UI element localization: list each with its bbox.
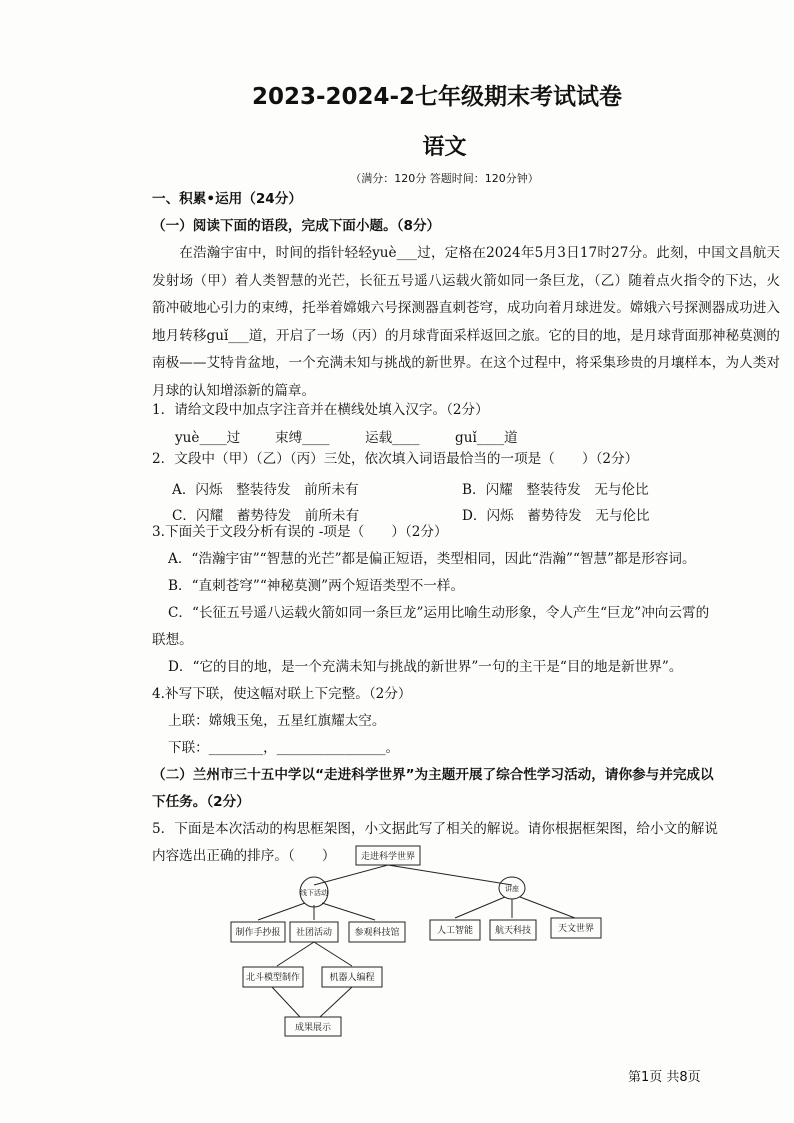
q3-stem: 3.下面关于文段分析有误的 -项是（ ）（2分） [152, 524, 448, 540]
offline-label: 线下活动 [300, 889, 328, 897]
part1-heading: （一）阅读下面的语段，完成下面小题。（8分） [152, 218, 441, 234]
connector [258, 903, 305, 920]
connector [314, 942, 352, 966]
aerospace-label: 航天科技 [494, 926, 532, 936]
q3-option-b: B．“直刺苍穹”“神秘莫测”两个短语类型不一样。 [168, 578, 465, 594]
museum-label: 参观科技馆 [354, 928, 400, 938]
q4-stem: 4.补写下联，使这幅对联上下完整。（2分） [152, 686, 412, 702]
q5-stem-cont: 内容选出正确的排序。（ ） [152, 848, 336, 864]
section-heading: 一、积累•运用（24分） [152, 191, 302, 207]
connector [320, 987, 352, 1017]
q1-item-3: 运载____ [365, 430, 420, 446]
beidou-label: 北斗模型制作 [245, 973, 301, 983]
q1-item-1: yuè____过 [175, 430, 241, 446]
q1-item-2: 束缚____ [275, 430, 330, 446]
connector [455, 897, 505, 918]
q3-option-d: D．“它的目的地，是一个充满未知与挑战的新世界”一句的主干是“目的地是新世界”。 [168, 659, 683, 675]
connector [322, 903, 375, 920]
q2-option-b: B．闪耀 整装待发 无与伦比 [462, 482, 649, 498]
exam-title: 2023-2024-2七年级期末考试试卷 [251, 84, 623, 110]
q3-option-c: C．“长征五号遥八运载火箭如同一条巨龙”运用比喻生动形象，令人产生“巨龙”冲向云霄的 [168, 605, 710, 621]
q2-option-c: C．闪耀 蓄势待发 前所未有 [172, 508, 360, 524]
connector [388, 865, 512, 885]
reading-passage: 在浩瀚宇宙中，时间的指针轻轻yuè___过，定格在2024年5月3日17时27分。此刻，中国文昌航天发射场（甲）着人类智慧的光芒，长征五号遥八运载火箭如同一条巨龙，（乙）随着点火指令的下达，火箭冲破地心引力的束缚，托举着嫦娥六号探测器直刺苍穹，成功向着月球进发。嫦娥六号探测器成功进入地月转移guǐ___道，开启了一场（丙）的月球背面采样返回之旅。它的目的地，是月球背面那神秘莫测的南极——艾特肯盆地，一个充满未知与挑战的新世界。在这个过程中，将采集珍贵的月壤样本，为人类对月球的认知增添新的篇章。 [152, 245, 780, 399]
exam-info: （满分：120分 答题时间：120分钟） [350, 172, 539, 185]
q5-stem: 5．下面是本次活动的构思框架图，小文据此写了相关的解说。请你根据框架图，给小文的解说 [152, 821, 718, 837]
robot-label: 机器人编程 [329, 973, 375, 983]
q2-stem: 2．文段中（甲）（乙）（丙）三处，依次填入词语最恰当的一项是（ ）（2分） [152, 451, 639, 467]
q1-stem: 1．请给文段中加点字注音并在横线处填入汉字。（2分） [152, 402, 489, 418]
q2-option-d: D．闪烁 蓄势待发 无与伦比 [462, 508, 650, 524]
club-label: 社团活动 [295, 928, 333, 938]
q4-upper-couplet: 上联：嫦娥玉兔，五星红旗耀太空。 [168, 713, 386, 729]
subject-title: 语文 [422, 135, 467, 160]
astronomy-label: 天文世界 [557, 924, 595, 934]
q1-item-4: guǐ____道 [455, 430, 518, 446]
part2-heading: （二）兰州市三十五中学以“走进科学世界”为主题开展了综合性学习活动，请你参与并完成以 [152, 767, 714, 783]
connector [520, 897, 575, 918]
page-number: 第1页 共8页 [628, 1070, 701, 1085]
q4-lower-couplet: 下联：________，________________。 [168, 740, 400, 756]
q3-option-a: A．“浩瀚宇宙”“智慧的光芒”都是偏正短语，类型相同，因此“浩瀚”“智慧”都是形容词。 [168, 551, 696, 567]
q3-option-c-cont: 联想。 [152, 632, 193, 648]
result-label: 成果展示 [294, 1023, 332, 1033]
connector [314, 865, 388, 885]
connector [272, 987, 300, 1017]
part2-heading-cont: 下任务。（2分） [152, 794, 250, 810]
root-label: 走进科学世界 [360, 852, 416, 862]
ai-label: 人工智能 [436, 926, 474, 936]
lecture-label: 讲座 [505, 885, 519, 893]
connector [277, 942, 314, 966]
handout-label: 制作手抄报 [235, 928, 281, 938]
q2-option-a: A．闪烁 整装待发 前所未有 [172, 482, 359, 498]
